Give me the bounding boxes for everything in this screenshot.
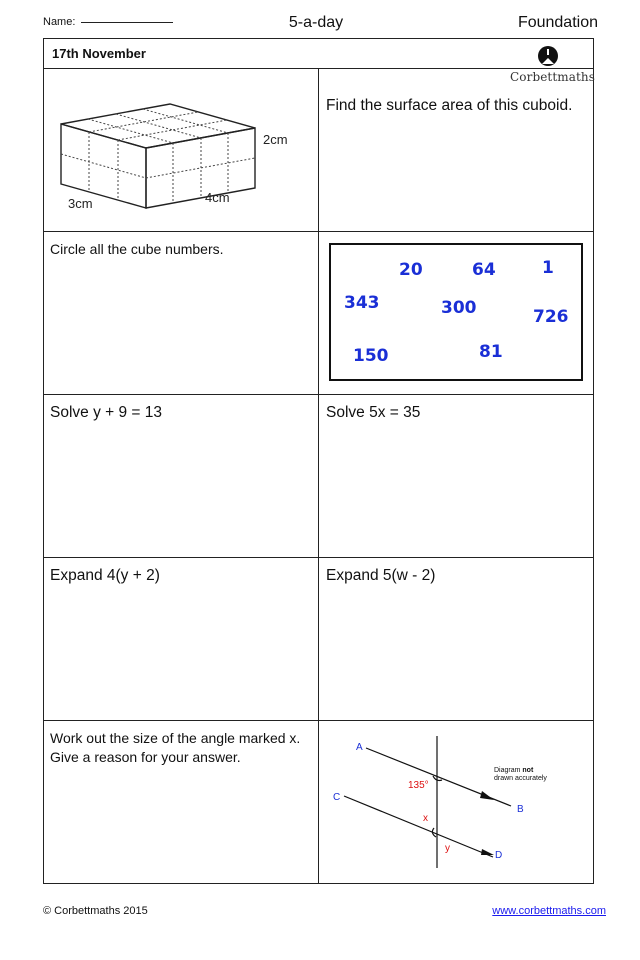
cuboid-height-label: 2cm [263,132,288,147]
question-7-line-2: Give a reason for your answer. [50,749,241,765]
question-5-text: Expand 4(y + 2) [50,567,160,584]
cuboid-length-label: 4cm [205,190,230,205]
number-option[interactable]: 81 [479,342,503,362]
row-divider-3 [43,557,594,558]
question-1-text: Find the surface area of this cuboid. [326,97,573,114]
website-link[interactable]: www.corbettmaths.com [492,905,606,917]
question-7-line-1: Work out the size of the angle marked x. [50,730,301,746]
column-divider [318,68,319,884]
point-d-label: D [495,850,503,861]
diagram-note-prefix: Diagram [494,767,523,774]
corbettmaths-logo-icon [538,46,558,66]
cube-numbers-box [329,243,583,381]
angle-135-label: 135° [408,780,429,791]
question-4-text: Solve 5x = 35 [326,404,421,421]
question-6-text: Expand 5(w - 2) [326,567,436,584]
diagram-note-bold: not [522,767,534,774]
question-3-text: Solve y + 9 = 13 [50,404,163,421]
number-option[interactable]: 20 [399,260,423,280]
point-c-label: C [333,792,341,803]
name-label: Name: [43,16,76,28]
row-divider-4 [43,720,594,721]
cuboid-width-label: 3cm [68,196,93,211]
copyright-text: © Corbettmaths 2015 [43,905,148,917]
level-label: Foundation [517,14,598,31]
logo [510,46,596,88]
worksheet-title: 5-a-day [288,14,344,31]
angle-y-label: y [445,843,450,854]
question-7-text [50,729,300,767]
question-2-text: Circle all the cube numbers. [50,241,224,257]
parallel-lines-diagram [320,724,592,882]
cuboid-diagram [50,74,312,224]
number-option[interactable]: 726 [533,307,569,327]
point-a-label: A [356,742,363,753]
number-option[interactable]: 150 [353,346,389,366]
angle-x-label: x [423,813,428,824]
point-b-label: B [517,804,524,815]
row-divider-1 [43,231,594,232]
number-option[interactable]: 64 [472,260,496,280]
number-option[interactable]: 1 [542,258,554,278]
diagram-note-line-2: drawn accurately [494,775,547,782]
diagram-note [494,767,534,774]
number-option[interactable]: 300 [441,298,477,318]
number-option[interactable]: 343 [344,293,380,313]
row-divider-2 [43,394,594,395]
date-label: 17th November [52,46,146,61]
logo-text: Corbettmaths [510,70,596,84]
